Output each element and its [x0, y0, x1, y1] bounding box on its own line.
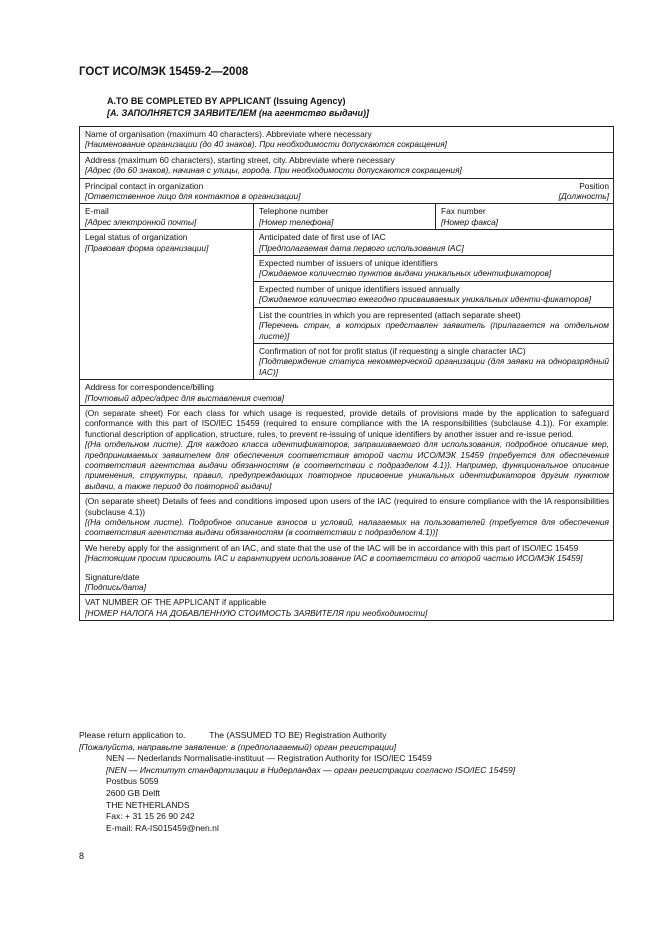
provisions-label-ru: [(На отдельном листе). Для каждого класса идентификаторов, запрашиваемого для использования, подробное описание мер, предпринимаемых заявителем для обеспечения соответствия второй части ИСО/МЭК 15459 (требуется для обеспечения соответствия агентства выдачи обязанностям (в соответствии с подразделом 4.1)). Например, функциональное описание применения, структуры, правил, предупреждающих повторное присвоение уникальных идентификаторов другим пунктом выдачи, а также период до повторной выдачи] — [85, 439, 610, 491]
apply-statement: We hereby apply for the assignment of an IAC, and state that the use of the IAC will be in accordance with this part of ISO/IEC 15459 — [85, 542, 579, 553]
legal-status-label-ru: [Правовая форма организации] — [85, 242, 209, 253]
section-title-en: A.TO BE COMPLETED BY APPLICANT (Issuing Agency) — [107, 96, 346, 106]
signature-label: Signature/date — [85, 571, 140, 582]
billing-label: Address for correspondence/billing — [85, 382, 214, 393]
first-use-field[interactable] — [254, 230, 614, 256]
document-header: ГОСТ ИСО/МЭК 15459-2—2008 — [79, 66, 249, 78]
apply-field[interactable] — [80, 540, 614, 595]
phone-label: Telephone number — [259, 206, 329, 217]
fax-field[interactable] — [436, 204, 614, 230]
nonprofit-label-ru: [Подтверждение статуса некоммерческой организации (для заявки на одноразрядный IAC)] — [259, 356, 610, 377]
return-line: Please return application to. The (ASSUMED TO BE) Registration Authority — [79, 730, 387, 740]
fax-label-ru: [Номер факса] — [441, 216, 499, 227]
fax-number: Fax: + 31 15 26 90 242 — [106, 811, 195, 822]
countries-field[interactable] — [254, 307, 614, 343]
issuers-label: Expected number of issuers of unique identifiers — [259, 258, 438, 269]
issuers-field[interactable] — [254, 256, 614, 282]
postal-country: THE NETHERLANDS — [106, 799, 190, 810]
nen-line-ru: [NEN — Институт стандартизации в Нидерландах — орган регистрации согласно ISO/IEC 15459] — [106, 764, 516, 775]
annual-label-ru: [Ожидаемое количество ежегодно присваиваемых уникальных иденти-фикаторов] — [259, 294, 592, 305]
contact-field[interactable] — [80, 178, 614, 204]
section-title — [107, 95, 369, 119]
provisions-field[interactable] — [80, 405, 614, 493]
vat-label-ru: [НОМЕР НАЛОГА НА ДОБАВЛЕННУЮ СТОИМОСТЬ ЗАЯВИТЕЛЯ при необходимости] — [85, 607, 428, 618]
contact-label: Principal contact in organization — [85, 180, 204, 191]
nonprofit-label: Confirmation of not for profit status (if requesting a single character IAC) — [259, 345, 526, 356]
return-instructions — [79, 730, 619, 834]
nen-line: NEN — Nederlands Normalisatie-instituut — Registration Authority for ISO/IEC 15459 — [106, 753, 432, 764]
section-title-ru: [А. ЗАПОЛНЯЕТСЯ ЗАЯВИТЕЛЕМ (на агентство выдачи)] — [107, 108, 369, 118]
email-field[interactable] — [80, 204, 254, 230]
legal-status-field[interactable] — [80, 230, 254, 380]
countries-label: List the countries in which you are represented (attach separate sheet) — [259, 309, 521, 320]
postbus: Postbus 5059 — [106, 776, 159, 787]
vat-field[interactable] — [80, 595, 614, 621]
provisions-label: (On separate sheet) For each class for which usage is requested, provide details of provisions made by the application to safeguard conformance with this part of ISO/IEC 15459 (required to ensure compliance with the IA responsibilities (subclause 4.1)). For example: functional description of application, structure, rules, to prevent re-issuing of unique identifiers by another issuer and re-issue period. — [85, 407, 610, 439]
application-form — [79, 126, 614, 621]
page-number: 8 — [79, 851, 85, 861]
signature-label-ru: [Подпись/дата] — [85, 582, 147, 593]
legal-status-label: Legal status of organization — [85, 232, 188, 243]
annual-field[interactable] — [254, 281, 614, 307]
fees-label-ru: [(На отдельном листе). Подробное описание взносов и условий, налагаемых на пользователей (требуется для обеспечения соответствия агентства выдачи обязанностям (в соответствии с подразделом 4.1))] — [85, 517, 610, 538]
position-label-ru: [Должность] — [558, 191, 610, 202]
contact-label-ru: [Ответственное лицо для контактов в организации] — [85, 191, 301, 202]
email-label-ru: [Адрес электронной почты] — [85, 216, 197, 227]
issuers-label-ru: [Ожидаемое количество пунктов выдачи уникальных идентификаторов] — [259, 268, 552, 279]
fees-label: (On separate sheet) Details of fees and conditions imposed upon users of the IAC (required to ensure compliance with the IA responsibilities (subclause 4.1)) — [85, 496, 610, 517]
email-address[interactable]: E-mail: RA-IS015459@nen.nl — [106, 822, 219, 833]
address-label-ru: [Адрес (до 60 знаков), начиная с улицы, города. При необходимости допускаются сокращения] — [85, 165, 462, 176]
first-use-label-ru: [Предполагаемая дата первого использования IAC] — [259, 242, 464, 253]
fax-label: Fax number — [441, 206, 486, 217]
first-use-label: Anticipated date of first use of IAC — [259, 232, 386, 243]
postal-city: 2600 GB Delft — [106, 787, 160, 798]
position-label: Position — [579, 180, 610, 191]
address-field[interactable] — [80, 152, 614, 178]
return-line-ru: [Пожалуйста, направьте заявление: в (предполагаемый) орган регистрации] — [79, 741, 397, 752]
nonprofit-field[interactable] — [254, 343, 614, 379]
address-label: Address (maximum 60 characters), starting street, city. Abbreviate where necessary — [85, 154, 395, 165]
billing-field[interactable] — [80, 380, 614, 406]
org-name-field[interactable] — [80, 127, 614, 153]
email-label: E-mail — [85, 206, 109, 217]
billing-label-ru: [Почтовый адрес/адрес для выставления счетов] — [85, 392, 285, 403]
phone-label-ru: [Номер телефона] — [259, 216, 334, 227]
fees-field[interactable] — [80, 494, 614, 541]
org-name-label: Name of organisation (maximum 40 characters). Abbreviate where necessary — [85, 129, 372, 139]
countries-label-ru: [Перечень стран, в которых представлен заявитель (прилагается на отдельном листе)] — [259, 320, 610, 341]
phone-field[interactable] — [254, 204, 436, 230]
org-name-label-ru: [Наименование организации (до 40 знаков). При необходимости допускаются сокращения] — [85, 139, 447, 150]
apply-statement-ru: [Настоящим просим присвоить IAC и гарантируем использование IAC в соответствии со второй частью ИСО/МЭК 15459] — [85, 553, 583, 564]
vat-label: VAT NUMBER OF THE APPLICANT if applicable — [85, 597, 267, 608]
annual-label: Expected number of unique identifiers issued annually — [259, 283, 460, 294]
